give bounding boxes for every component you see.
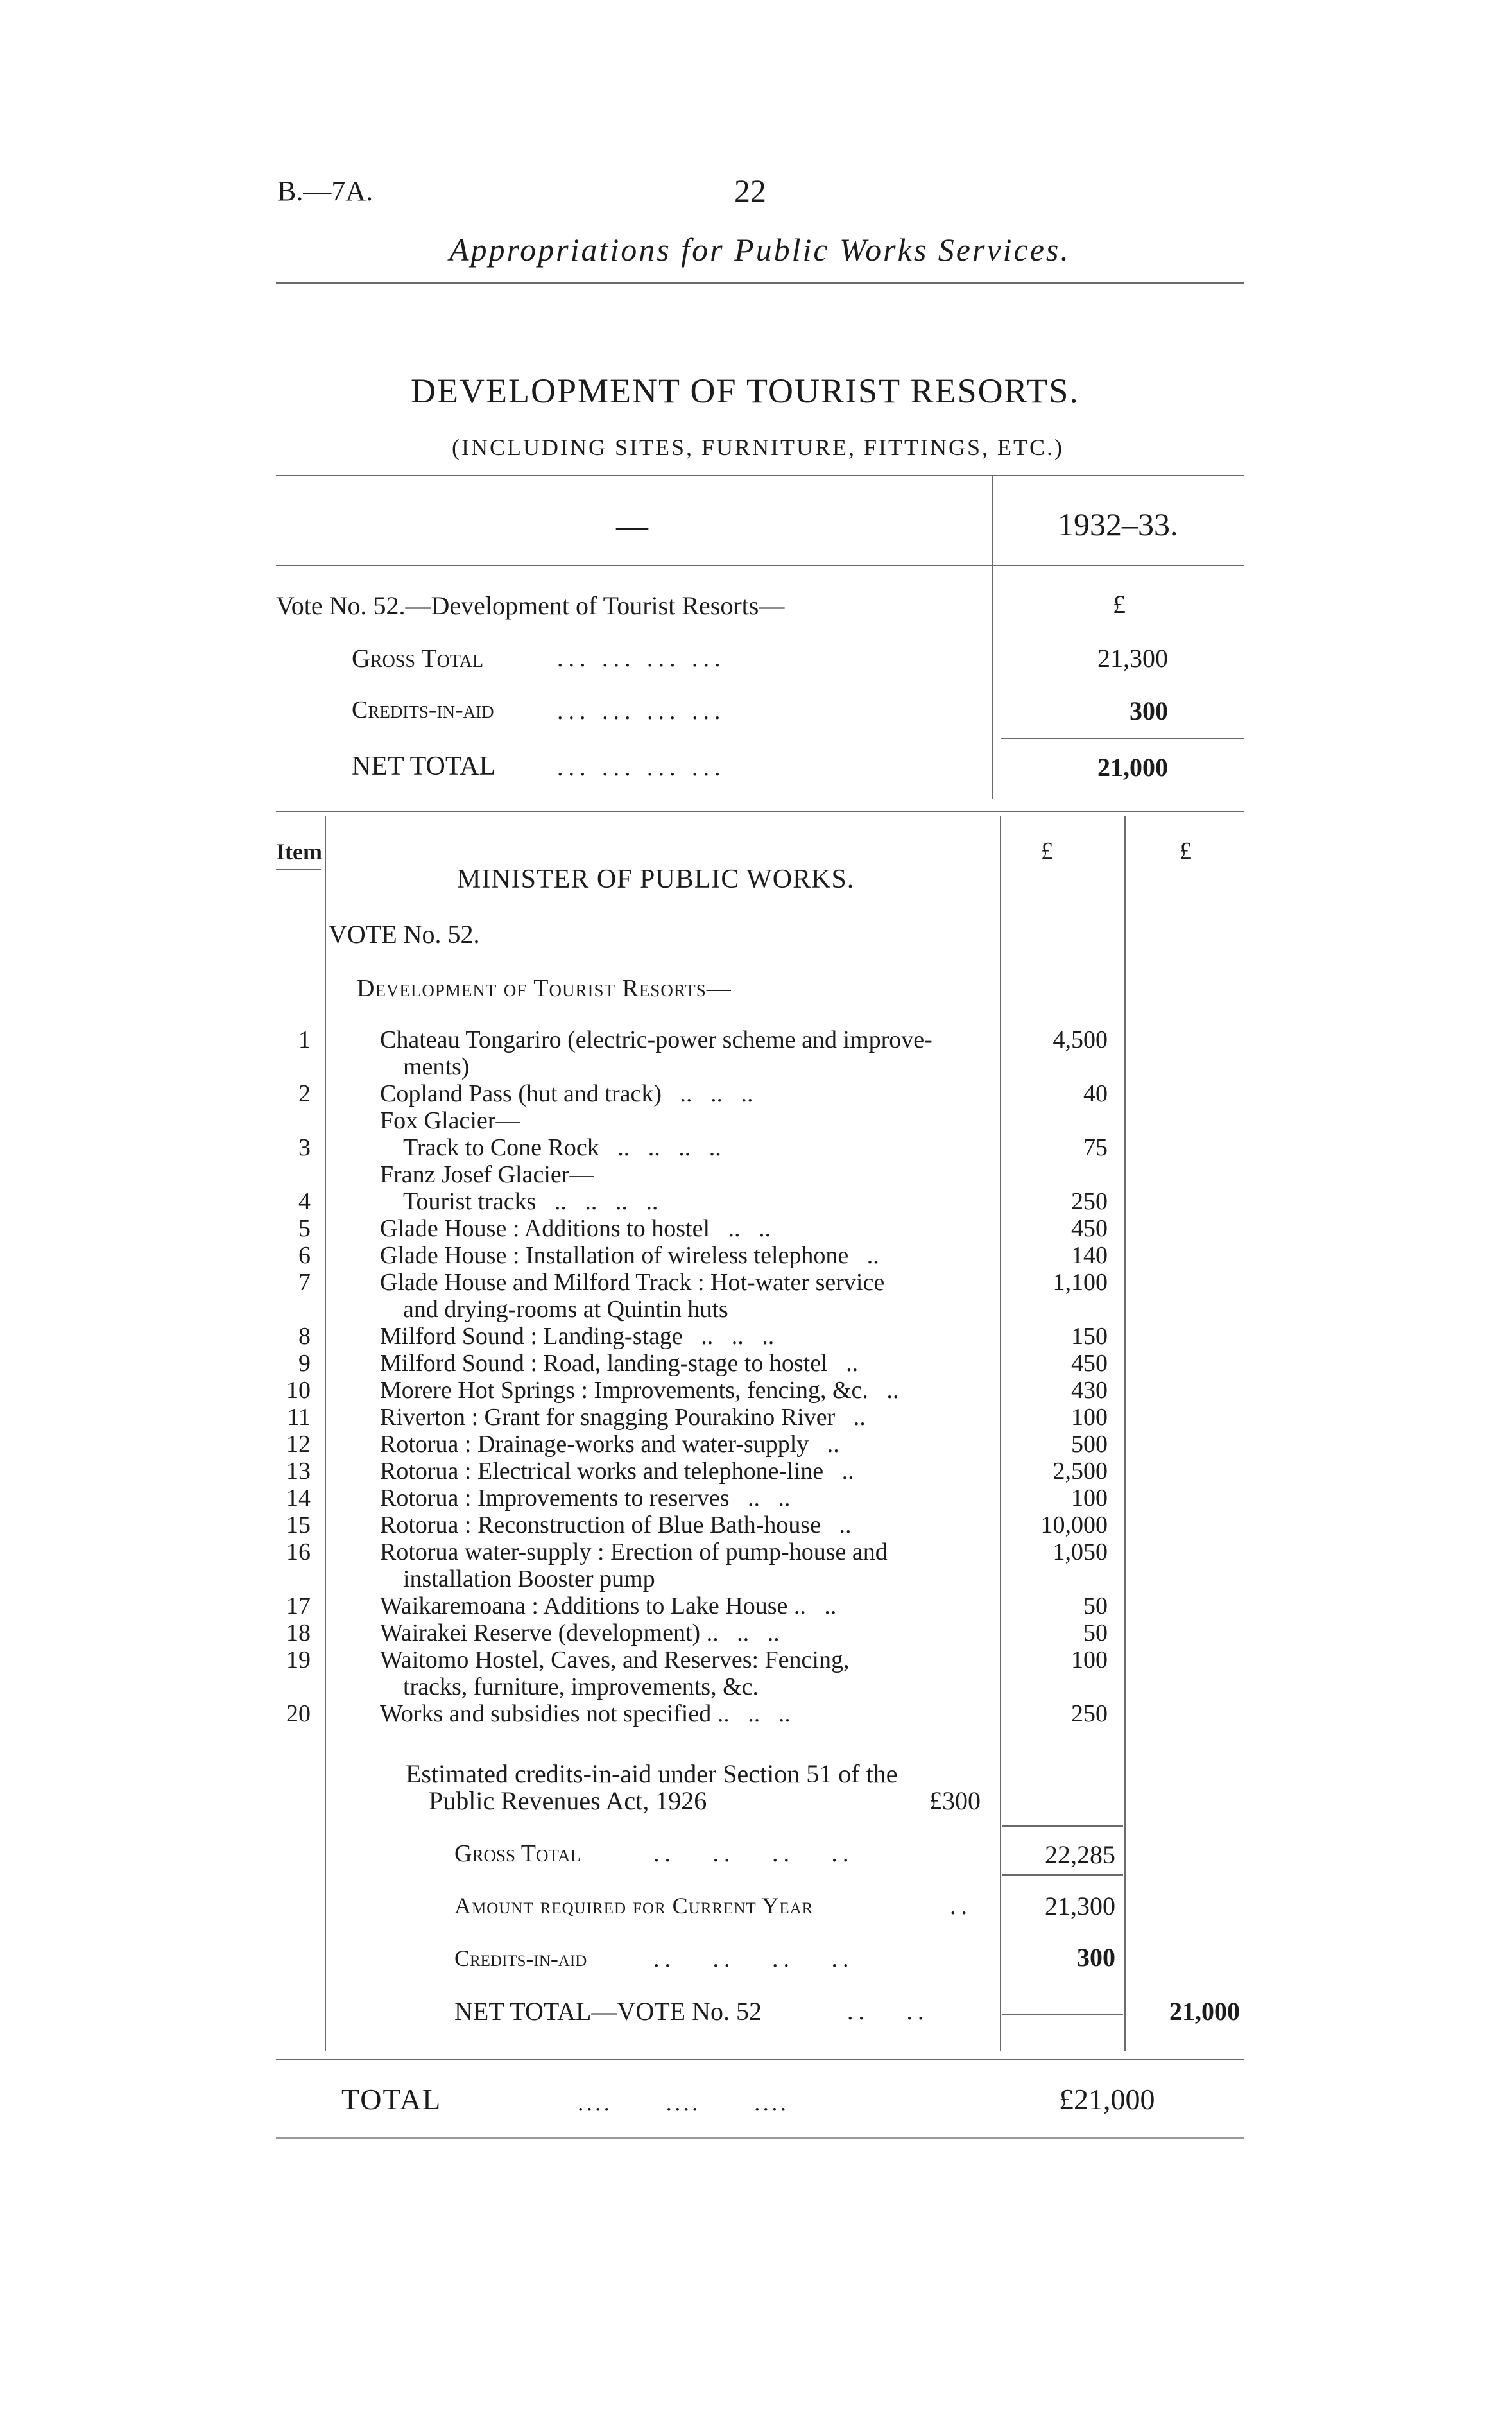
item-description: ments) xyxy=(403,1053,470,1080)
detail-total-column-divider xyxy=(1124,816,1126,2051)
item-number: 20 xyxy=(286,1700,311,1727)
item-description: Chateau Tongariro (electric-power scheme and improve- xyxy=(380,1026,932,1053)
header-rule xyxy=(276,282,1244,284)
item-amount: 50 xyxy=(1083,1619,1108,1646)
item-number: 4 xyxy=(298,1188,311,1215)
summary-net-label: NET TOTAL xyxy=(352,752,496,781)
summary-gross-leader: ... ... ... ... xyxy=(557,645,726,672)
item-amount: 140 xyxy=(1071,1242,1108,1269)
item-amount: 250 xyxy=(1071,1700,1108,1727)
summary-vote-line: Vote No. 52.—Development of Tourist Resorts— xyxy=(276,591,785,620)
item-description: Riverton : Grant for snagging Pourakino River .. xyxy=(380,1404,866,1431)
item-description: Milford Sound : Road, landing-stage to hostel .. xyxy=(380,1350,859,1377)
item-amount: 150 xyxy=(1071,1323,1108,1350)
item-number: 9 xyxy=(298,1350,311,1377)
item-amount: 1,050 xyxy=(1052,1539,1108,1565)
detail-bottom-rule xyxy=(276,2059,1244,2060)
section-title: DEVELOPMENT OF TOURIST RESORTS. xyxy=(411,372,1079,410)
estimate-note-line2: Public Revenues Act, 1926 xyxy=(429,1786,707,1815)
item-description: Waikaremoana : Additions to Lake House .. .. xyxy=(380,1592,837,1619)
detail-gross-rule xyxy=(1002,1874,1123,1876)
minister-heading: MINISTER OF PUBLIC WORKS. xyxy=(457,865,855,894)
item-amount: 4,500 xyxy=(1052,1026,1108,1053)
item-description: Fox Glacier— xyxy=(380,1107,520,1134)
item-description: Franz Josef Glacier— xyxy=(380,1161,594,1188)
item-number: 6 xyxy=(298,1242,311,1269)
item-amount: 450 xyxy=(1071,1215,1108,1242)
document-ref: B.—7A. xyxy=(277,175,374,207)
detail-credits-value: 300 xyxy=(1077,1943,1115,1972)
detail-currency-col2: £ xyxy=(1180,838,1192,865)
item-amount: 50 xyxy=(1083,1592,1108,1619)
item-number: 19 xyxy=(286,1646,311,1673)
running-title: Appropriations for Public Works Services. xyxy=(449,232,1070,268)
item-number: 15 xyxy=(286,1512,311,1539)
summary-subtotal-rule xyxy=(1001,738,1244,739)
item-number: 8 xyxy=(298,1323,311,1350)
detail-required-leader: .. xyxy=(950,1893,972,1920)
summary-credits-label: Credits-in-aid xyxy=(352,696,494,723)
grand-total-label: TOTAL xyxy=(341,2083,442,2116)
item-description: Glade House : Additions to hostel .. .. xyxy=(380,1215,771,1242)
item-number: 16 xyxy=(286,1539,311,1565)
item-description: Works and subsidies not specified .. .. .. xyxy=(380,1700,791,1727)
summary-credits-leader: ... ... ... ... xyxy=(557,698,726,725)
item-description: Glade House and Milford Track : Hot-water service xyxy=(380,1269,885,1296)
detail-net-value: 21,000 xyxy=(1169,1997,1240,2026)
item-amount: 100 xyxy=(1071,1646,1108,1673)
summary-col-left-header: — xyxy=(616,508,648,544)
item-amount: 2,500 xyxy=(1052,1458,1108,1485)
summary-year-header: 1932–33. xyxy=(1058,506,1178,542)
detail-subtotal-rule xyxy=(1002,1825,1123,1827)
item-description: Rotorua : Drainage-works and water-supply .. xyxy=(380,1431,839,1458)
summary-gross-label: Gross Total xyxy=(352,644,484,673)
item-description: Rotorua water-supply : Erection of pump-house and xyxy=(380,1539,888,1565)
resorts-heading: Development of Tourist Resorts— xyxy=(357,975,732,1002)
item-description: Milford Sound : Landing-stage .. .. .. xyxy=(380,1323,775,1350)
detail-item-header: Item xyxy=(276,839,322,865)
grand-total-value: £21,000 xyxy=(1059,2083,1155,2116)
item-number: 18 xyxy=(286,1619,311,1646)
item-description: Waitomo Hostel, Caves, and Reserves: Fencing, xyxy=(380,1646,850,1673)
item-description: and drying-rooms at Quintin huts xyxy=(403,1296,728,1323)
summary-net-leader: ... ... ... ... xyxy=(557,754,726,781)
summary-column-divider xyxy=(992,475,993,799)
item-description: Rotorua : Reconstruction of Blue Bath-house .. xyxy=(380,1512,852,1539)
item-description: Glade House : Installation of wireless telephone .. xyxy=(380,1242,879,1269)
item-number: 10 xyxy=(286,1377,311,1404)
vote-heading: VOTE No. 52. xyxy=(329,920,480,949)
item-number: 2 xyxy=(298,1080,311,1107)
item-amount: 100 xyxy=(1071,1485,1108,1512)
item-number: 17 xyxy=(286,1592,311,1619)
summary-gross-value: 21,300 xyxy=(1097,644,1168,673)
item-number: 7 xyxy=(298,1269,311,1296)
page-number: 22 xyxy=(734,173,766,209)
item-amount: 100 xyxy=(1071,1404,1108,1431)
detail-net-label: NET TOTAL—VOTE No. 52 xyxy=(454,1997,762,2026)
item-number: 14 xyxy=(286,1485,311,1512)
item-amount: 1,100 xyxy=(1052,1269,1108,1296)
item-number: 13 xyxy=(286,1458,311,1485)
item-number: 3 xyxy=(298,1134,311,1161)
item-number: 5 xyxy=(298,1215,311,1242)
item-description: Rotorua : Electrical works and telephone-line .. xyxy=(380,1458,854,1485)
detail-currency-col1: £ xyxy=(1041,838,1053,865)
detail-gross-value: 22,285 xyxy=(1045,1840,1115,1869)
summary-header-rule xyxy=(276,565,1244,566)
summary-currency: £ xyxy=(1113,590,1126,619)
detail-item-column-divider xyxy=(325,816,326,2051)
section-subtitle: (INCLUDING SITES, FURNITURE, FITTINGS, ETC.) xyxy=(452,435,1064,460)
detail-required-label: Amount required for Current Year xyxy=(454,1893,814,1919)
item-amount: 10,000 xyxy=(1040,1512,1108,1539)
detail-amount-column-divider xyxy=(1000,816,1001,2051)
item-description: Tourist tracks .. .. .. .. xyxy=(403,1188,658,1215)
detail-gross-leader: .. .. .. .. xyxy=(653,1840,854,1867)
page-bottom-rule xyxy=(276,2137,1244,2139)
detail-required-value: 21,300 xyxy=(1045,1892,1115,1920)
detail-credits-leader: .. .. .. .. xyxy=(653,1945,854,1972)
summary-net-value: 21,000 xyxy=(1097,753,1168,782)
item-description: Rotorua : Improvements to reserves .. .. xyxy=(380,1485,791,1512)
item-description: tracks, furniture, improvements, &c. xyxy=(403,1673,759,1700)
item-description: Copland Pass (hut and track) .. .. .. xyxy=(380,1080,753,1107)
item-description: Wairakei Reserve (development) .. .. .. xyxy=(380,1619,780,1646)
detail-net-leader: .. .. xyxy=(847,1998,929,2025)
item-number: 12 xyxy=(286,1431,311,1458)
item-description: Track to Cone Rock .. .. .. .. xyxy=(403,1134,721,1161)
summary-top-rule xyxy=(276,475,1244,476)
estimate-note-line1: Estimated credits-in-aid under Section 51 of the xyxy=(406,1759,898,1788)
item-amount: 40 xyxy=(1083,1080,1108,1107)
estimate-note-value: £300 xyxy=(929,1786,981,1815)
item-description: installation Booster pump xyxy=(403,1565,655,1592)
grand-total-leader: .... .... .... xyxy=(578,2089,789,2116)
detail-credits-rule xyxy=(1002,2014,1123,2015)
item-amount: 500 xyxy=(1071,1431,1108,1458)
summary-credits-value: 300 xyxy=(1130,696,1168,725)
item-amount: 75 xyxy=(1083,1134,1108,1161)
detail-gross-label: Gross Total xyxy=(454,1840,581,1867)
item-amount: 250 xyxy=(1071,1188,1108,1215)
detail-top-rule xyxy=(276,811,1244,812)
item-description: Morere Hot Springs : Improvements, fencing, &c. .. xyxy=(380,1377,899,1404)
item-amount: 450 xyxy=(1071,1350,1108,1377)
item-number: 1 xyxy=(298,1026,311,1053)
item-number: 11 xyxy=(287,1404,311,1431)
detail-credits-label: Credits-in-aid xyxy=(454,1945,587,1971)
item-amount: 430 xyxy=(1071,1377,1108,1404)
detail-item-header-rule xyxy=(276,869,321,870)
